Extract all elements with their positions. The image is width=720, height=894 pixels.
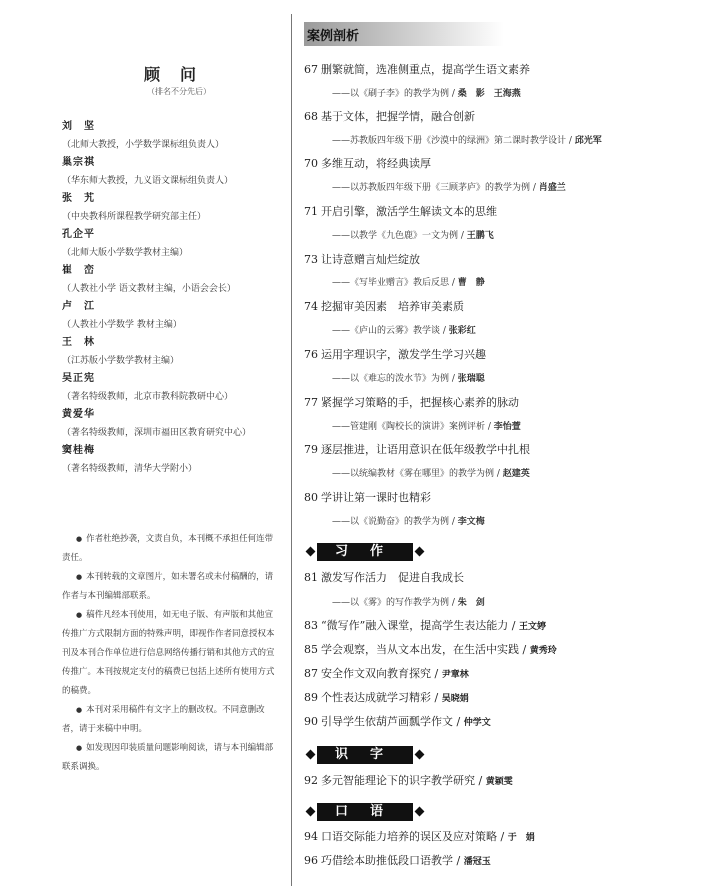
page-number: 79 bbox=[304, 443, 318, 456]
advisor-desc: （北师大版小学数学教材主编） bbox=[62, 248, 189, 258]
entry-author: 李文梅 bbox=[457, 517, 485, 527]
toc-entry[interactable] bbox=[304, 110, 475, 124]
entry-author: 潘冠玉 bbox=[463, 857, 491, 867]
entry-title: 个性表达成就学习精彩 / bbox=[321, 691, 442, 704]
page-number: 70 bbox=[304, 157, 318, 170]
toc-entry[interactable] bbox=[304, 691, 469, 706]
entry-title: 开启引擎，激活学生解读文本的思维 bbox=[321, 205, 497, 218]
page-number: 85 bbox=[304, 643, 318, 656]
bullet-icon: ● bbox=[76, 573, 83, 581]
section-heading-kouyu bbox=[304, 801, 426, 819]
entry-title: “微写作”融入课堂，提高学生表达能力 / bbox=[321, 619, 519, 632]
diamond-icon bbox=[415, 547, 425, 557]
entry-sub: ——以教学《九色鹿》一文为例 / 王鹏飞 bbox=[332, 231, 494, 241]
page-number: 80 bbox=[304, 491, 318, 504]
entry-sub: ——以《雾》的写作教学为例 / 朱 剑 bbox=[332, 598, 485, 608]
entry-sub: ——管建刚《陶校长的演讲》案例评析 / 李怡萱 bbox=[332, 422, 521, 432]
toc-entry[interactable] bbox=[304, 300, 464, 314]
advisor-desc: （中央教科所课程教学研究部主任） bbox=[62, 212, 207, 222]
section-label: 识字 bbox=[317, 746, 413, 764]
entry-author: 于 娟 bbox=[507, 833, 535, 843]
column-divider bbox=[291, 14, 292, 886]
bullet-icon: ● bbox=[76, 535, 83, 543]
toc-entry[interactable] bbox=[304, 571, 464, 585]
toc-entry[interactable] bbox=[304, 715, 491, 730]
section-header bbox=[304, 22, 504, 46]
advisors-title: 顾问 bbox=[144, 65, 217, 84]
bullet-icon: ● bbox=[76, 706, 83, 714]
entry-sub: ——以苏教版四年级下册《三顾茅庐》的教学为例 / 肖盛兰 bbox=[332, 183, 566, 193]
notices bbox=[62, 530, 278, 777]
diamond-icon bbox=[306, 547, 316, 557]
advisor-desc: （人教社小学 语文教材主编，小语会会长） bbox=[62, 284, 236, 294]
toc-entry[interactable] bbox=[304, 253, 420, 267]
entry-author: 张彩红 bbox=[448, 326, 476, 336]
page-number: 74 bbox=[304, 300, 318, 313]
advisor-name: 刘 坚 bbox=[62, 121, 95, 132]
entry-sub: ——以《刷子李》的教学为例 / 桑 影 王海燕 bbox=[332, 89, 521, 99]
toc-entry[interactable] bbox=[304, 348, 486, 362]
entry-author: 桑 影 王海燕 bbox=[457, 89, 521, 99]
toc-entry[interactable] bbox=[304, 63, 530, 77]
entry-author: 仲学文 bbox=[463, 718, 491, 728]
toc-entry[interactable] bbox=[304, 854, 491, 869]
advisor-name: 崔 峦 bbox=[62, 265, 95, 276]
entry-title: 学会观察，当从文本出发，在生活中实践 / bbox=[321, 643, 530, 656]
entry-author: 尹章林 bbox=[441, 670, 469, 680]
entry-title: 多维互动，将经典读厚 bbox=[321, 157, 431, 170]
section-heading-shizi bbox=[304, 744, 426, 762]
entry-author: 李怡萱 bbox=[493, 422, 521, 432]
advisor-desc: （著名特级教师，深圳市福田区教育研究中心） bbox=[62, 428, 252, 438]
notice-item: ● 本刊转载的文章图片，如未署名或未付稿酬的，请作者与本刊编辑部联系。 bbox=[62, 572, 274, 601]
entry-title: 学讲让第一课时也精彩 bbox=[321, 491, 431, 504]
bullet-icon: ● bbox=[76, 744, 83, 752]
notice-item: ● 如发现因印装质量问题影响阅读，请与本刊编辑部联系调换。 bbox=[62, 743, 274, 772]
entry-title: 挖掘审美因素 培养审美素质 bbox=[321, 300, 464, 313]
toc-entry[interactable] bbox=[304, 205, 497, 219]
entry-author: 黄颖雯 bbox=[485, 777, 513, 787]
toc-entry[interactable] bbox=[304, 643, 557, 658]
advisor-name: 黄爱华 bbox=[62, 409, 95, 420]
toc-entry[interactable] bbox=[304, 619, 546, 634]
entry-author: 吴晓娟 bbox=[441, 694, 469, 704]
entry-sub: ——以统编教材《雾在哪里》的教学为例 / 赵建英 bbox=[332, 469, 530, 479]
diamond-icon bbox=[415, 807, 425, 817]
advisor-desc: （人教社小学数学 教材主编） bbox=[62, 320, 182, 330]
page-number: 83 bbox=[304, 619, 318, 632]
section-heading-xizuo bbox=[304, 541, 426, 559]
diamond-icon bbox=[306, 750, 316, 760]
entry-author: 曹 静 bbox=[457, 278, 485, 288]
advisor-name: 卢 江 bbox=[62, 301, 95, 312]
entry-author: 肖盛兰 bbox=[538, 183, 566, 193]
entry-author: 张瑞聪 bbox=[457, 374, 485, 384]
advisor-name: 张 艽 bbox=[62, 193, 95, 204]
toc-entry[interactable] bbox=[304, 396, 519, 410]
entry-title: 引导学生依葫芦画瓢学作文 / bbox=[321, 715, 464, 728]
toc-entry[interactable] bbox=[304, 667, 469, 682]
section-label: 习作 bbox=[317, 543, 413, 561]
entry-sub: ——苏教版四年级下册《沙漠中的绿洲》第二课时教学设计 / 邱光军 bbox=[332, 136, 602, 146]
notice-item: ● 稿件凡经本刊使用，如无电子版、有声版和其他宣传推广方式限制方面的特殊声明，即视作作者同意授权本刊及本刊合作单位进行信息网络传播行销和其他方式的宣传推广。本刊按规定支付的稿费已包括上述所有使用方式的稿费。 bbox=[62, 610, 275, 696]
diamond-icon bbox=[306, 807, 316, 817]
entry-sub: ——以《难忘的泼水节》为例 / 张瑞聪 bbox=[332, 374, 485, 384]
advisor-desc: （北师大教授，小学数学课标组负责人） bbox=[62, 140, 225, 150]
page-number: 81 bbox=[304, 571, 318, 584]
page-number: 87 bbox=[304, 667, 318, 680]
entry-title: 逐层推进，让语用意识在低年级教学中扎根 bbox=[321, 443, 530, 456]
page-number: 77 bbox=[304, 396, 318, 409]
entry-title: 安全作文双向教育探究 / bbox=[321, 667, 442, 680]
entry-title: 让诗意赠言灿烂绽放 bbox=[321, 253, 420, 266]
entry-author: 朱 剑 bbox=[457, 598, 485, 608]
toc-entry[interactable] bbox=[304, 830, 535, 845]
advisor-name: 吴正宪 bbox=[62, 373, 95, 384]
toc-entry[interactable] bbox=[304, 157, 431, 171]
section-header-label: 案例剖析 bbox=[307, 29, 360, 44]
advisor-desc: （著名特级教师，清华大学附小） bbox=[62, 464, 198, 474]
entry-author: 王文婷 bbox=[518, 622, 546, 632]
advisor-name: 孔企平 bbox=[62, 229, 95, 240]
toc-entry[interactable] bbox=[304, 443, 530, 457]
entry-title: 巧借绘本助推低段口语教学 / bbox=[321, 854, 464, 867]
entry-title: 多元智能理论下的识字教学研究 / bbox=[321, 774, 486, 787]
page-number: 67 bbox=[304, 63, 318, 76]
page-number: 96 bbox=[304, 854, 318, 867]
advisor-desc: （著名特级教师，北京市教科院教研中心） bbox=[62, 392, 234, 402]
advisor-list bbox=[62, 118, 292, 478]
page-number: 71 bbox=[304, 205, 318, 218]
entry-title: 激发写作活力 促进自我成长 bbox=[321, 571, 464, 584]
entry-title: 口语交际能力培养的误区及应对策略 / bbox=[321, 830, 508, 843]
page-number: 92 bbox=[304, 774, 318, 787]
section-label: 口语 bbox=[317, 803, 413, 821]
entry-title: 运用字理识字，激发学生学习兴趣 bbox=[321, 348, 486, 361]
advisor-desc: （华东师大教授，九义语文课标组负责人） bbox=[62, 176, 234, 186]
entry-title: 紧握学习策略的手，把握核心素养的脉动 bbox=[321, 396, 519, 409]
entry-title: 基于文体，把握学情，融合创新 bbox=[321, 110, 475, 123]
advisor-name: 巢宗祺 bbox=[62, 157, 95, 168]
entry-author: 邱光军 bbox=[574, 136, 602, 146]
entry-sub: ——以《说勤奋》的教学为例 / 李文梅 bbox=[332, 517, 485, 527]
page-number: 89 bbox=[304, 691, 318, 704]
page-number: 68 bbox=[304, 110, 318, 123]
entry-sub: ——《庐山的云雾》教学谈 / 张彩红 bbox=[332, 326, 476, 336]
entry-author: 赵建英 bbox=[502, 469, 530, 479]
advisor-name: 王 林 bbox=[62, 337, 95, 348]
entry-title: 删繁就简，选准侧重点，提高学生语文素养 bbox=[321, 63, 530, 76]
advisors-note: （排名不分先后） bbox=[147, 87, 211, 96]
notice-item: ● 本刊对采用稿件有文字上的删改权。不同意删改者，请于来稿中申明。 bbox=[62, 705, 265, 734]
advisor-name: 窦桂梅 bbox=[62, 445, 95, 456]
toc-entry[interactable] bbox=[304, 491, 431, 505]
advisor-desc: （江苏版小学数学教材主编） bbox=[62, 356, 180, 366]
page-number: 76 bbox=[304, 348, 318, 361]
entry-author: 王鹏飞 bbox=[466, 231, 494, 241]
notice-item: ● 作者杜绝抄袭，文责自负，本刊概不承担任何连带责任。 bbox=[62, 534, 274, 563]
page-number: 90 bbox=[304, 715, 318, 728]
diamond-icon bbox=[415, 750, 425, 760]
bullet-icon: ● bbox=[76, 611, 83, 619]
page-number: 73 bbox=[304, 253, 318, 266]
entry-sub: ——《写毕业赠言》教后反思 / 曹 静 bbox=[332, 278, 485, 288]
entry-author: 黄秀玲 bbox=[529, 646, 557, 656]
toc-entry[interactable] bbox=[304, 774, 513, 789]
page-number: 94 bbox=[304, 830, 318, 843]
